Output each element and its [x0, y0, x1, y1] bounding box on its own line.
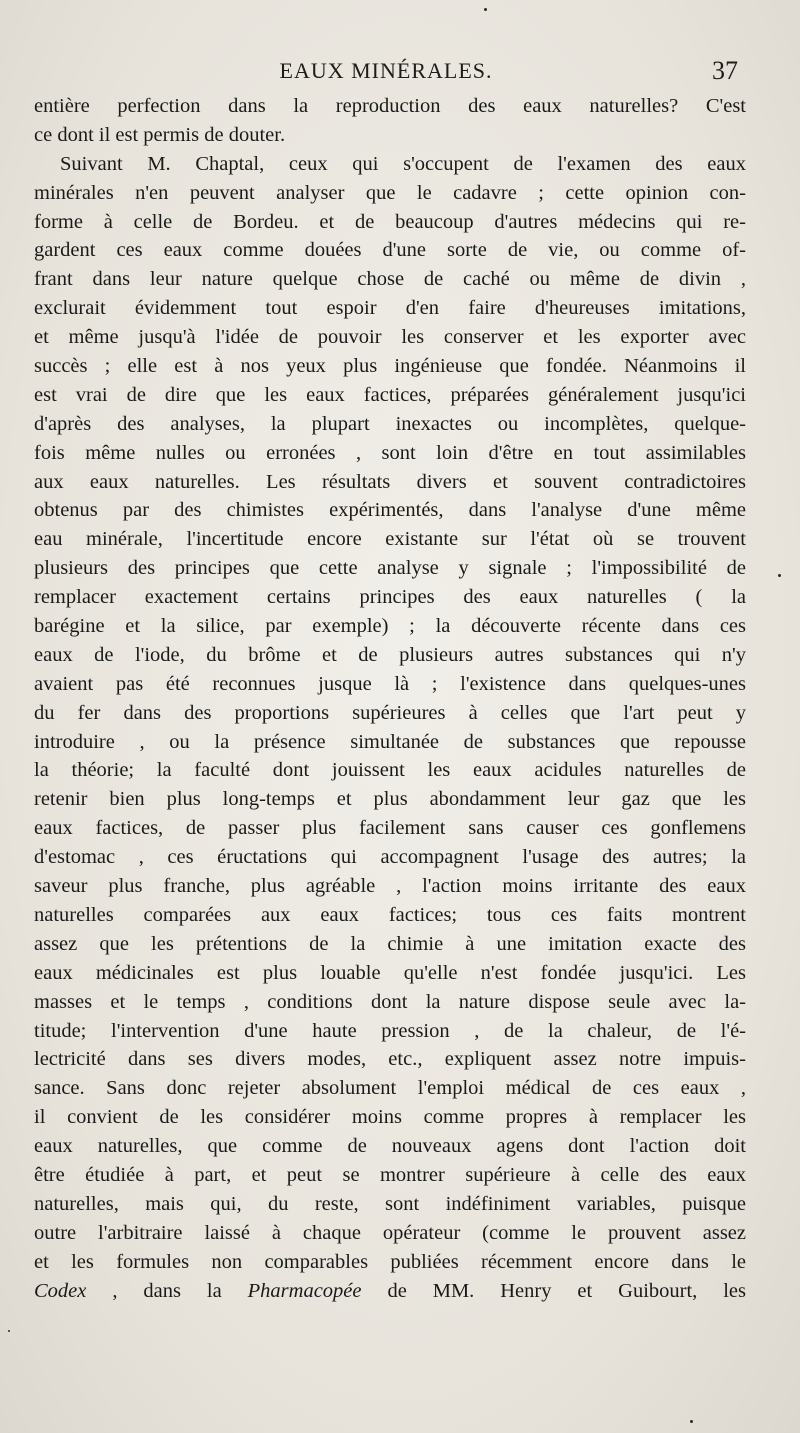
text-fragment: de MM. Henry et Guibourt, les — [361, 1279, 746, 1302]
text-line-last — [34, 1277, 746, 1306]
text-line: retenir bien plus long-temps et plus abondamment leur gaz que les — [34, 788, 746, 811]
text-line: introduire , ou la présence simultanée de substances que repousse — [34, 730, 746, 753]
text-line: eaux naturelles, que comme de nouveaux agens dont l'action doit — [34, 1135, 746, 1158]
text-line: frant dans leur nature quelque chose de caché ou même de divin , — [34, 268, 746, 291]
text-line: et même jusqu'à l'idée de pouvoir les conserver et les exporter avec — [34, 326, 746, 349]
text-line: eau minérale, l'incertitude encore existante sur l'état où se trouvent — [34, 528, 746, 551]
body-text — [34, 92, 746, 1305]
text-line: Suivant M. Chaptal, ceux qui s'occupent de l'examen des eaux — [60, 152, 746, 175]
page-header — [34, 58, 738, 90]
text-line: outre l'arbitraire laissé à chaque opérateur (comme le prouvent assez — [34, 1221, 746, 1244]
text-line: fois même nulles ou erronées , sont loin d'être en tout assimilables — [34, 441, 746, 464]
text-line: entière perfection dans la reproduction des eaux naturelles? C'est — [34, 95, 746, 117]
text-line: masses et le temps , conditions dont la nature dispose seule avec la- — [34, 990, 746, 1013]
text-line: minérales n'en peuvent analyser que le cadavre ; cette opinion con- — [34, 181, 746, 204]
text-line: et les formules non comparables publiées récemment encore dans le — [34, 1250, 746, 1273]
text-line: exclurait évidemment tout espoir d'en faire d'heureuses imitations, — [34, 297, 746, 320]
text-line: d'après des analyses, la plupart inexactes ou incomplètes, quelque- — [34, 412, 746, 435]
text-line: assez que les prétentions de la chimie à une imitation exacte des — [34, 932, 746, 955]
text-line: sance. Sans donc rejeter absolument l'emploi médical de ces eaux , — [34, 1077, 746, 1100]
text-line: barégine et la silice, par exemple) ; la découverte récente dans ces — [34, 615, 746, 638]
text-line: obtenus par des chimistes expérimentés, dans l'analyse d'une même — [34, 499, 746, 522]
paper-speck — [484, 8, 487, 11]
text-line: il convient de les considérer moins comme propres à remplacer les — [34, 1106, 746, 1129]
text-line: eaux factices, de passer plus facilement sans causer ces gonflemens — [34, 817, 746, 840]
text-line: est vrai de dire que les eaux factices, préparées généralement jusqu'ici — [34, 383, 746, 406]
text-line: naturelles, mais qui, du reste, sont indéfiniment variables, puisque — [34, 1192, 746, 1215]
pharmacopee-title: Pharmacopée — [247, 1279, 362, 1302]
text-line: avaient pas été reconnues jusque là ; l'existence dans quelques-unes — [34, 672, 746, 695]
codex-title: Codex — [34, 1279, 87, 1302]
text-line: naturelles comparées aux eaux factices; tous ces faits montrent — [34, 903, 746, 926]
paper-speck — [778, 574, 781, 577]
text-line: plusieurs des principes que cette analyse y signale ; l'impossibilité de — [34, 557, 746, 580]
paper-speck — [690, 1420, 693, 1423]
text-line: eaux de l'iode, du brôme et de plusieurs autres substances qui n'y — [34, 643, 746, 666]
text-line: succès ; elle est à nos yeux plus ingénieuse que fondée. Néanmoins il — [34, 355, 746, 378]
text-line: ce dont il est permis de douter. — [34, 123, 286, 146]
text-line: du fer dans des proportions supérieures à celles que l'art peut y — [34, 701, 746, 724]
text-line: lectricité dans ses divers modes, etc., expliquent assez notre impuis- — [34, 1048, 746, 1071]
text-line: gardent ces eaux comme douées d'une sorte de vie, ou comme of- — [34, 239, 746, 262]
running-head: EAUX MINÉRALES. — [279, 58, 493, 83]
text-line: remplacer exactement certains principes des eaux naturelles ( la — [34, 586, 746, 609]
text-line: la théorie; la faculté dont jouissent les eaux acidules naturelles de — [34, 759, 746, 782]
text-line: aux eaux naturelles. Les résultats divers et souvent contradictoires — [34, 470, 746, 493]
paper-speck — [8, 1330, 10, 1332]
text-line: d'estomac , ces éructations qui accompagnent l'usage des autres; la — [34, 846, 746, 869]
text-line: eaux médicinales est plus louable qu'elle n'est fondée jusqu'ici. Les — [34, 961, 746, 984]
text-fragment: , dans la — [86, 1279, 248, 1302]
text-line: forme à celle de Bordeu. et de beaucoup d'autres médecins qui re- — [34, 210, 746, 233]
text-line: saveur plus franche, plus agréable , l'action moins irritante des eaux — [34, 875, 746, 898]
text-line: titude; l'intervention d'une haute pression , de la chaleur, de l'é- — [34, 1019, 746, 1042]
text-line: être étudiée à part, et peut se montrer supérieure à celle des eaux — [34, 1163, 746, 1186]
page-number: 37 — [712, 56, 738, 85]
